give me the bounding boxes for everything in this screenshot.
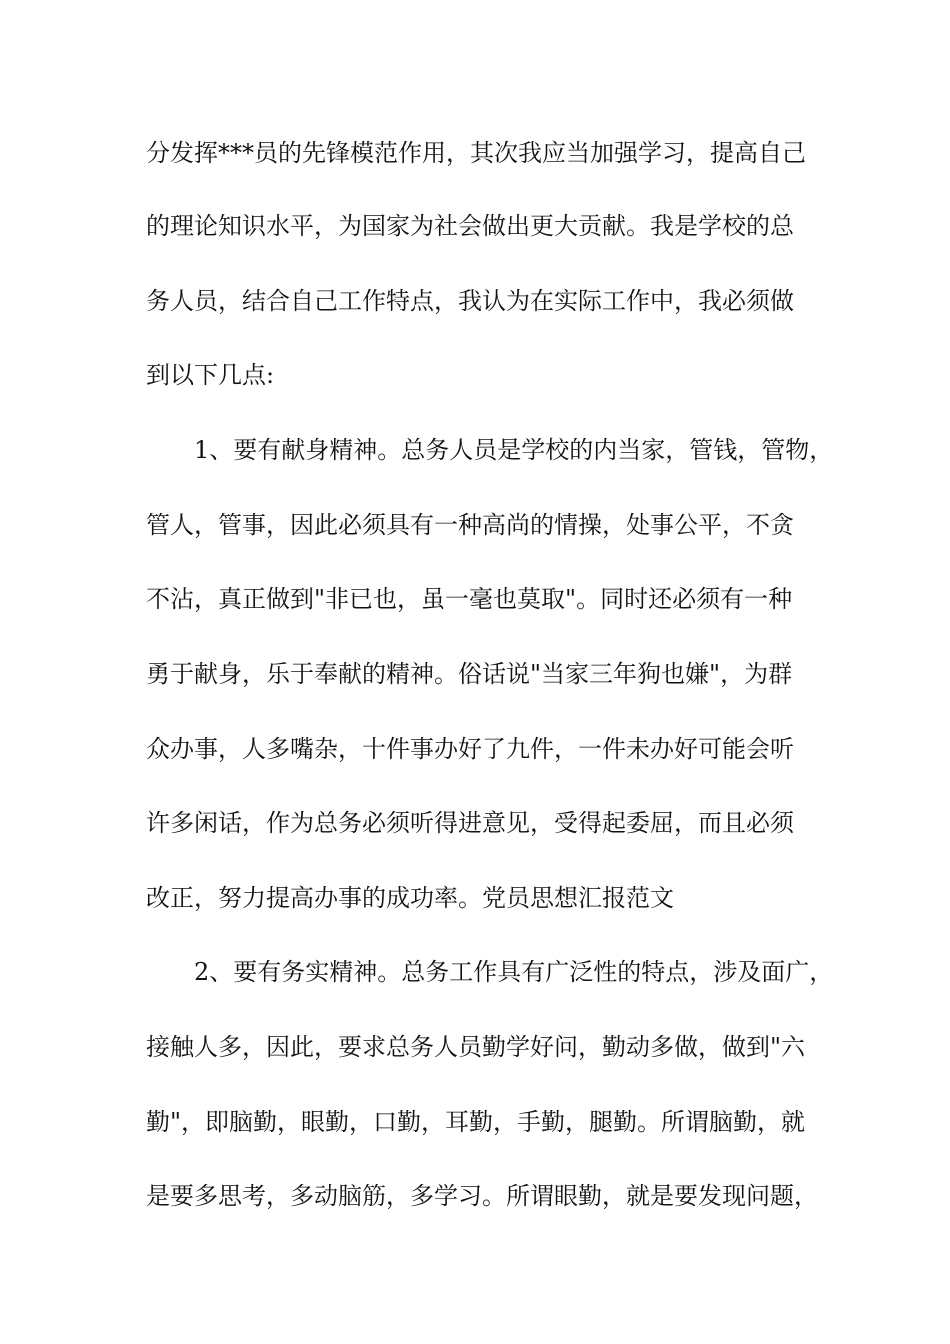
text-line-14: 勤"，即脑勤，眼勤，口勤，耳勤，手勤，腿勤。所谓脑勤，就 <box>146 1108 806 1136</box>
text-line-2: 的理论知识水平，为国家为社会做出更大贡献。我是学校的总 <box>146 212 794 240</box>
text-line-13: 接触人多，因此，要求总务人员勤学好问，勤动多做，做到"六 <box>146 1033 806 1061</box>
paragraph-2-line-1: 2、要有务实精神。总务工作具有广泛性的特点，涉及面广， <box>194 958 834 986</box>
paragraph-1-line-1: 1、要有献身精神。总务人员是学校的内当家，管钱，管物， <box>194 436 834 464</box>
text-line-8: 勇于献身，乐于奉献的精神。俗话说"当家三年狗也嫌"，为群 <box>146 660 793 688</box>
text-line-1: 分发挥***员的先锋模范作用，其次我应当加强学习，提高自己 <box>146 139 806 167</box>
text-line-4: 到以下几点: <box>146 361 275 389</box>
text-line-6: 管人，管事，因此必须具有一种高尚的情操，处事公平，不贪 <box>146 511 794 539</box>
text-line-10: 许多闲话，作为总务必须听得进意见，受得起委屈，而且必须 <box>146 809 794 837</box>
text-line-7: 不沾，真正做到"非已也，虽一毫也莫取"。同时还必须有一种 <box>146 585 793 613</box>
text-line-11: 改正，努力提高办事的成功率。党员思想汇报范文 <box>146 884 674 912</box>
text-line-9: 众办事，人多嘴杂，十件事办好了九件，一件未办好可能会听 <box>146 735 794 763</box>
text-line-15: 是要多思考，多动脑筋，多学习。所谓眼勤，就是要发现问题， <box>146 1182 818 1210</box>
text-line-3: 务人员，结合自己工作特点，我认为在实际工作中，我必须做 <box>146 287 794 315</box>
